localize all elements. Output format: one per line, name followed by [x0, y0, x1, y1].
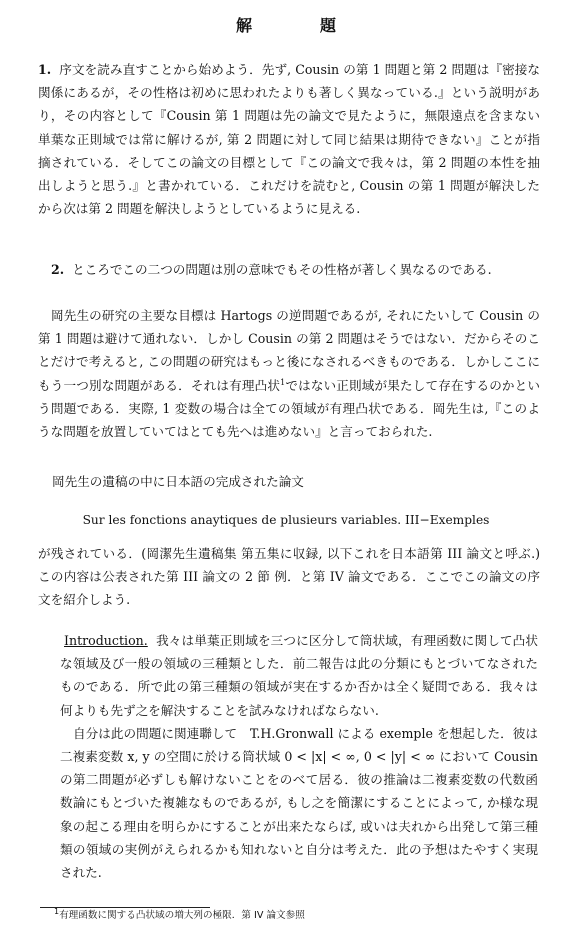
introduction-quote — [60, 629, 538, 884]
section-text: ところでこの二つの問題は別の意味でもその性格が著しく異なるのである. — [72, 262, 492, 277]
introduction-label: Introduction. — [64, 633, 148, 648]
quote-text: 我々は単葉正則域を三つに区分して筒状域，有理函数に関して凸状な領域及び一般の領域の三種類とした．前二報告は此の分類にもとづいてなされたものである．所で此の第三種類の領域が実在するか否かは全く疑問である．我々は何よりも先ず之を解決することを試みなければならない. — [60, 633, 538, 718]
paragraph-hartogs — [38, 304, 540, 443]
manuscript-heading: 岡先生の遺稿の中に日本語の完成された論文 — [52, 474, 304, 489]
paragraph-text: 岡先生の研究の主要な目標は Hartogs の逆問題であるが, それにたいして Cousin の第 1 問題は避けて通れない．しかし Cousin の第 2 問題はそうではない．だからそのことだけで考えると, この問題の研究はもっと後になされるべきものである．しかしここにもう一つ別な問題がある．それは有理凸状 — [38, 308, 540, 393]
section-2 — [38, 258, 540, 281]
footnote-divider — [40, 907, 210, 908]
footnote-number: 1 — [54, 906, 60, 916]
section-1 — [38, 58, 540, 220]
section-number: 2. — [51, 262, 65, 277]
quote-paragraph-2: 自分は此の問題に関連聯して T.H.Gronwall による exemple を想起した．彼は二複素変数 x, y の空間に於ける筒状域 0 < |x| < ∞, 0 < |y| < ∞ において Cousin の第二問題が必ずしも解けないことをのべて居る．彼の推論は二複素変数の代数函数論にもとづいた複雑なものであるが, もし之を簡潔にすることによって, か様な現象の起こる理由を明らかにすることが出来たならば, 或いは夫れから出発して第三種類の領域の実例がえられるかも知れないと自分は考えた．此の予想はたやすく実現された. — [60, 725, 538, 881]
quote-paragraph-1 — [60, 629, 538, 722]
paragraph-text: ではない正則域が果たして存在するのかという問題である．実際, 1 変数の場合は全ての領域が有理凸状である．岡先生は,『このような問題を放置していてはとても先へは進めない』と言っておられた. — [38, 377, 541, 440]
page-title: 解 題 — [235, 16, 362, 35]
section-text: 序文を読み直すことから始めよう．先ず, Cousin の第 1 問題と第 2 問題は『密接な関係にあるが，その性格は初めに思われたよりも著しく異なっている.』という説明があり，その内容として『Cousin 第 1 問題は先の論文で見たように，無限遠点を含まない単葉な正則域では常に解けるが, 第 2 問題に対して同じ結果は期待できない』ことが指摘されている．そしてこの論文の目標として『この論文で我々は，第 2 問題の本性を抽出しようと思う.』と書かれている．これだけを読むと, Cousin の第 1 問題が解決したから次は第 2 問題を解決しようとしているように見える. — [38, 62, 540, 217]
footnote-marker: 1 — [280, 377, 286, 387]
footnote-text: 有理函数に関する凸状域の増大列の極限．第 IV 論文参照 — [59, 910, 305, 921]
footnote — [54, 906, 305, 923]
french-paper-title: Sur les fonctions anaytiques de plusieurs variables. III−Exemples — [82, 513, 490, 527]
paragraph-manuscript — [38, 542, 540, 612]
paragraph-text: が残されている．(岡潔先生遺稿集 第五集に収録, 以下これを日本語第 III 論文と呼ぶ.) この内容は公表された第 III 論文の 2 節 例．と第 IV 論文である．ここでこの論文の序文を紹介しよう. — [38, 546, 540, 608]
section-number: 1. — [38, 62, 52, 77]
